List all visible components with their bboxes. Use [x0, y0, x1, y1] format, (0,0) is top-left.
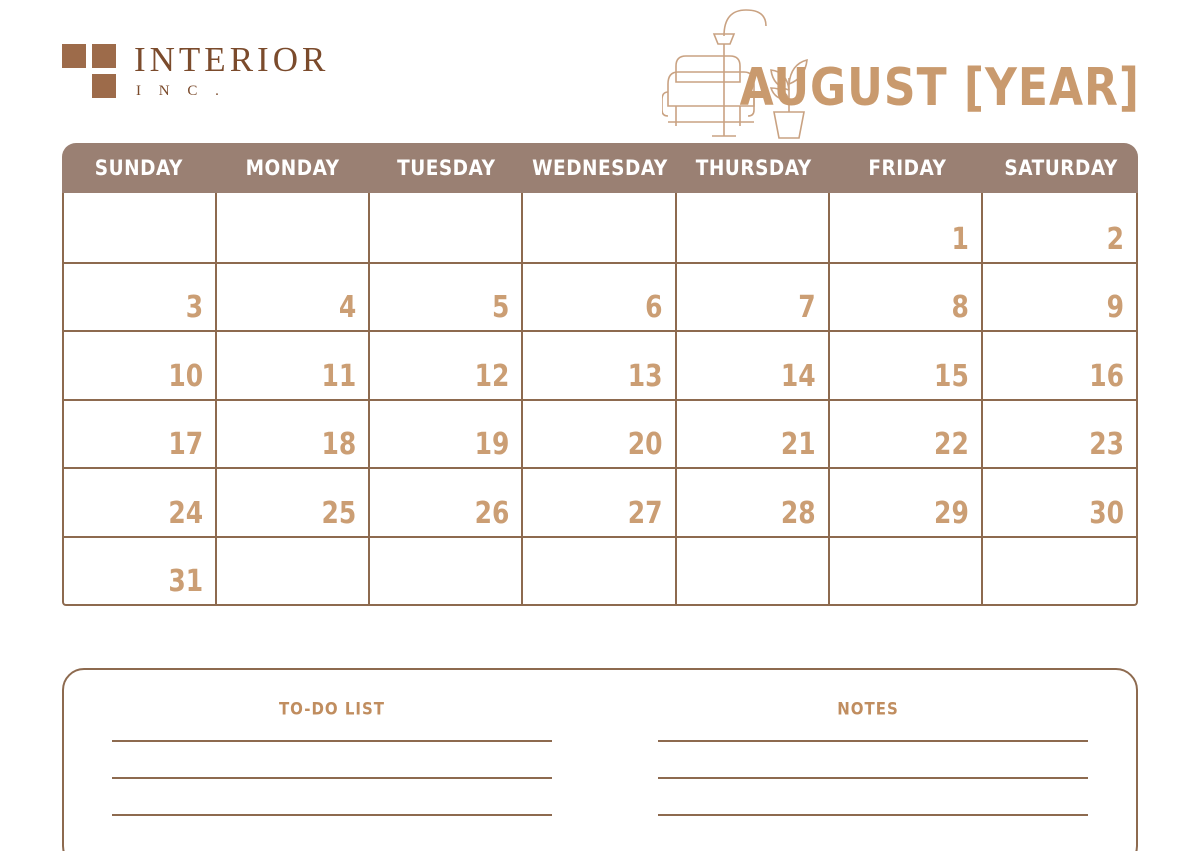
notes-panel: [62, 668, 1138, 851]
logo-square-bottom-right: [92, 74, 116, 98]
calendar-day-cell[interactable]: [830, 332, 983, 399]
day-number: 23: [1089, 426, 1124, 461]
calendar-week-row: [64, 399, 1136, 468]
notes-section: [600, 670, 1136, 851]
calendar-week-row: [64, 536, 1136, 605]
brand-logo: [62, 42, 329, 100]
calendar-weeks: [62, 193, 1138, 606]
calendar-day-cell[interactable]: [217, 264, 370, 331]
day-number: 7: [798, 289, 816, 324]
calendar-day-cell[interactable]: [217, 332, 370, 399]
calendar-day-cell[interactable]: [523, 401, 676, 468]
calendar-day-cell[interactable]: [217, 538, 370, 605]
calendar-day-cell[interactable]: [677, 469, 830, 536]
calendar-day-cell[interactable]: [983, 332, 1136, 399]
calendar-day-cell[interactable]: [677, 193, 830, 262]
calendar-day-cell[interactable]: [983, 469, 1136, 536]
todo-line[interactable]: [112, 814, 552, 816]
day-number: 18: [321, 426, 357, 461]
day-number: 10: [168, 357, 204, 393]
day-number: 3: [185, 289, 204, 324]
day-number: 19: [474, 426, 510, 461]
todo-list-lines: [64, 740, 600, 816]
calendar-week-row: [64, 330, 1136, 399]
page-header: [0, 0, 1200, 140]
day-of-week-header-row: [62, 143, 1138, 193]
calendar-week-row: [64, 262, 1136, 331]
day-number: 21: [780, 426, 816, 461]
notes-line[interactable]: [658, 740, 1088, 742]
todo-list-heading: TO-DO LIST: [278, 699, 386, 719]
calendar-day-cell[interactable]: [830, 193, 983, 262]
calendar-day-cell[interactable]: [523, 332, 676, 399]
calendar-day-cell[interactable]: [830, 538, 983, 605]
calendar-day-cell[interactable]: [370, 538, 523, 605]
calendar-day-cell[interactable]: [523, 264, 676, 331]
calendar-day-cell[interactable]: [677, 264, 830, 331]
day-number: 15: [934, 357, 969, 393]
calendar-day-cell[interactable]: [830, 401, 983, 468]
day-number: 24: [168, 494, 204, 530]
day-number: 4: [338, 289, 357, 324]
calendar-day-cell[interactable]: [64, 264, 217, 331]
day-number: 17: [168, 426, 204, 461]
day-number: 25: [321, 494, 357, 530]
calendar-day-cell[interactable]: [217, 469, 370, 536]
calendar-day-cell[interactable]: [523, 193, 676, 262]
calendar-day-cell[interactable]: [370, 332, 523, 399]
day-number: 13: [627, 357, 663, 393]
logo-square-top-right: [92, 44, 116, 68]
day-of-week-sunday: SUNDAY: [94, 155, 183, 181]
day-number: 31: [168, 563, 204, 598]
calendar-day-cell[interactable]: [983, 193, 1136, 262]
brand-name: INTERIOR: [134, 40, 330, 79]
logo-square-bottom-left: [62, 74, 86, 98]
day-number: 14: [780, 357, 816, 393]
day-number: 28: [780, 494, 816, 530]
notes-line[interactable]: [658, 777, 1088, 779]
four-squares-logo-icon: [62, 44, 116, 98]
day-number: 5: [492, 289, 510, 324]
day-number: 16: [1089, 357, 1124, 393]
calendar-day-cell[interactable]: [370, 469, 523, 536]
calendar-day-cell[interactable]: [523, 469, 676, 536]
calendar-week-row: [64, 193, 1136, 262]
day-of-week-monday: MONDAY: [245, 155, 340, 181]
day-number: 27: [627, 494, 663, 530]
page-title: AUGUST [YEAR]: [739, 58, 1140, 119]
calendar-day-cell[interactable]: [217, 401, 370, 468]
day-of-week-wednesday: WEDNESDAY: [532, 155, 668, 181]
day-of-week-saturday: SATURDAY: [1004, 155, 1118, 181]
day-number: 29: [934, 494, 969, 530]
day-of-week-thursday: THURSDAY: [695, 155, 812, 181]
day-number: 9: [1106, 289, 1124, 324]
calendar-day-cell[interactable]: [523, 538, 676, 605]
day-number: 1: [951, 220, 969, 256]
brand-subtitle: I N C .: [136, 83, 226, 99]
calendar-week-row: [64, 467, 1136, 536]
todo-line[interactable]: [112, 740, 552, 742]
calendar-day-cell[interactable]: [830, 469, 983, 536]
calendar-day-cell[interactable]: [64, 469, 217, 536]
day-number: 20: [627, 426, 663, 461]
day-number: 26: [474, 494, 510, 530]
day-number: 6: [645, 289, 663, 324]
logo-square-top-left: [62, 44, 86, 68]
calendar-day-cell[interactable]: [64, 332, 217, 399]
calendar-day-cell[interactable]: [64, 193, 217, 262]
calendar-day-cell[interactable]: [64, 538, 217, 605]
brand-text: [134, 42, 329, 100]
calendar-day-cell[interactable]: [677, 332, 830, 399]
calendar-day-cell[interactable]: [983, 538, 1136, 605]
notes-line[interactable]: [658, 814, 1088, 816]
day-of-week-friday: FRIDAY: [868, 155, 947, 181]
day-number: 22: [934, 426, 969, 461]
calendar-day-cell[interactable]: [217, 193, 370, 262]
day-number: 12: [474, 357, 510, 393]
calendar-day-cell[interactable]: [983, 264, 1136, 331]
calendar-day-cell[interactable]: [983, 401, 1136, 468]
calendar-day-cell[interactable]: [830, 264, 983, 331]
day-number: 8: [951, 289, 969, 324]
notes-heading: NOTES: [837, 699, 899, 719]
day-number: 2: [1106, 220, 1124, 256]
notes-lines: [600, 740, 1136, 816]
day-of-week-tuesday: TUESDAY: [397, 155, 496, 181]
day-number: 30: [1089, 494, 1124, 530]
calendar-day-cell[interactable]: [370, 401, 523, 468]
calendar-day-cell[interactable]: [64, 401, 217, 468]
todo-line[interactable]: [112, 777, 552, 779]
calendar-day-cell[interactable]: [677, 401, 830, 468]
day-number: 11: [321, 357, 357, 393]
calendar-day-cell[interactable]: [370, 264, 523, 331]
todo-list-section: [64, 670, 600, 851]
calendar-grid: [62, 143, 1138, 606]
calendar-day-cell[interactable]: [677, 538, 830, 605]
calendar-day-cell[interactable]: [370, 193, 523, 262]
